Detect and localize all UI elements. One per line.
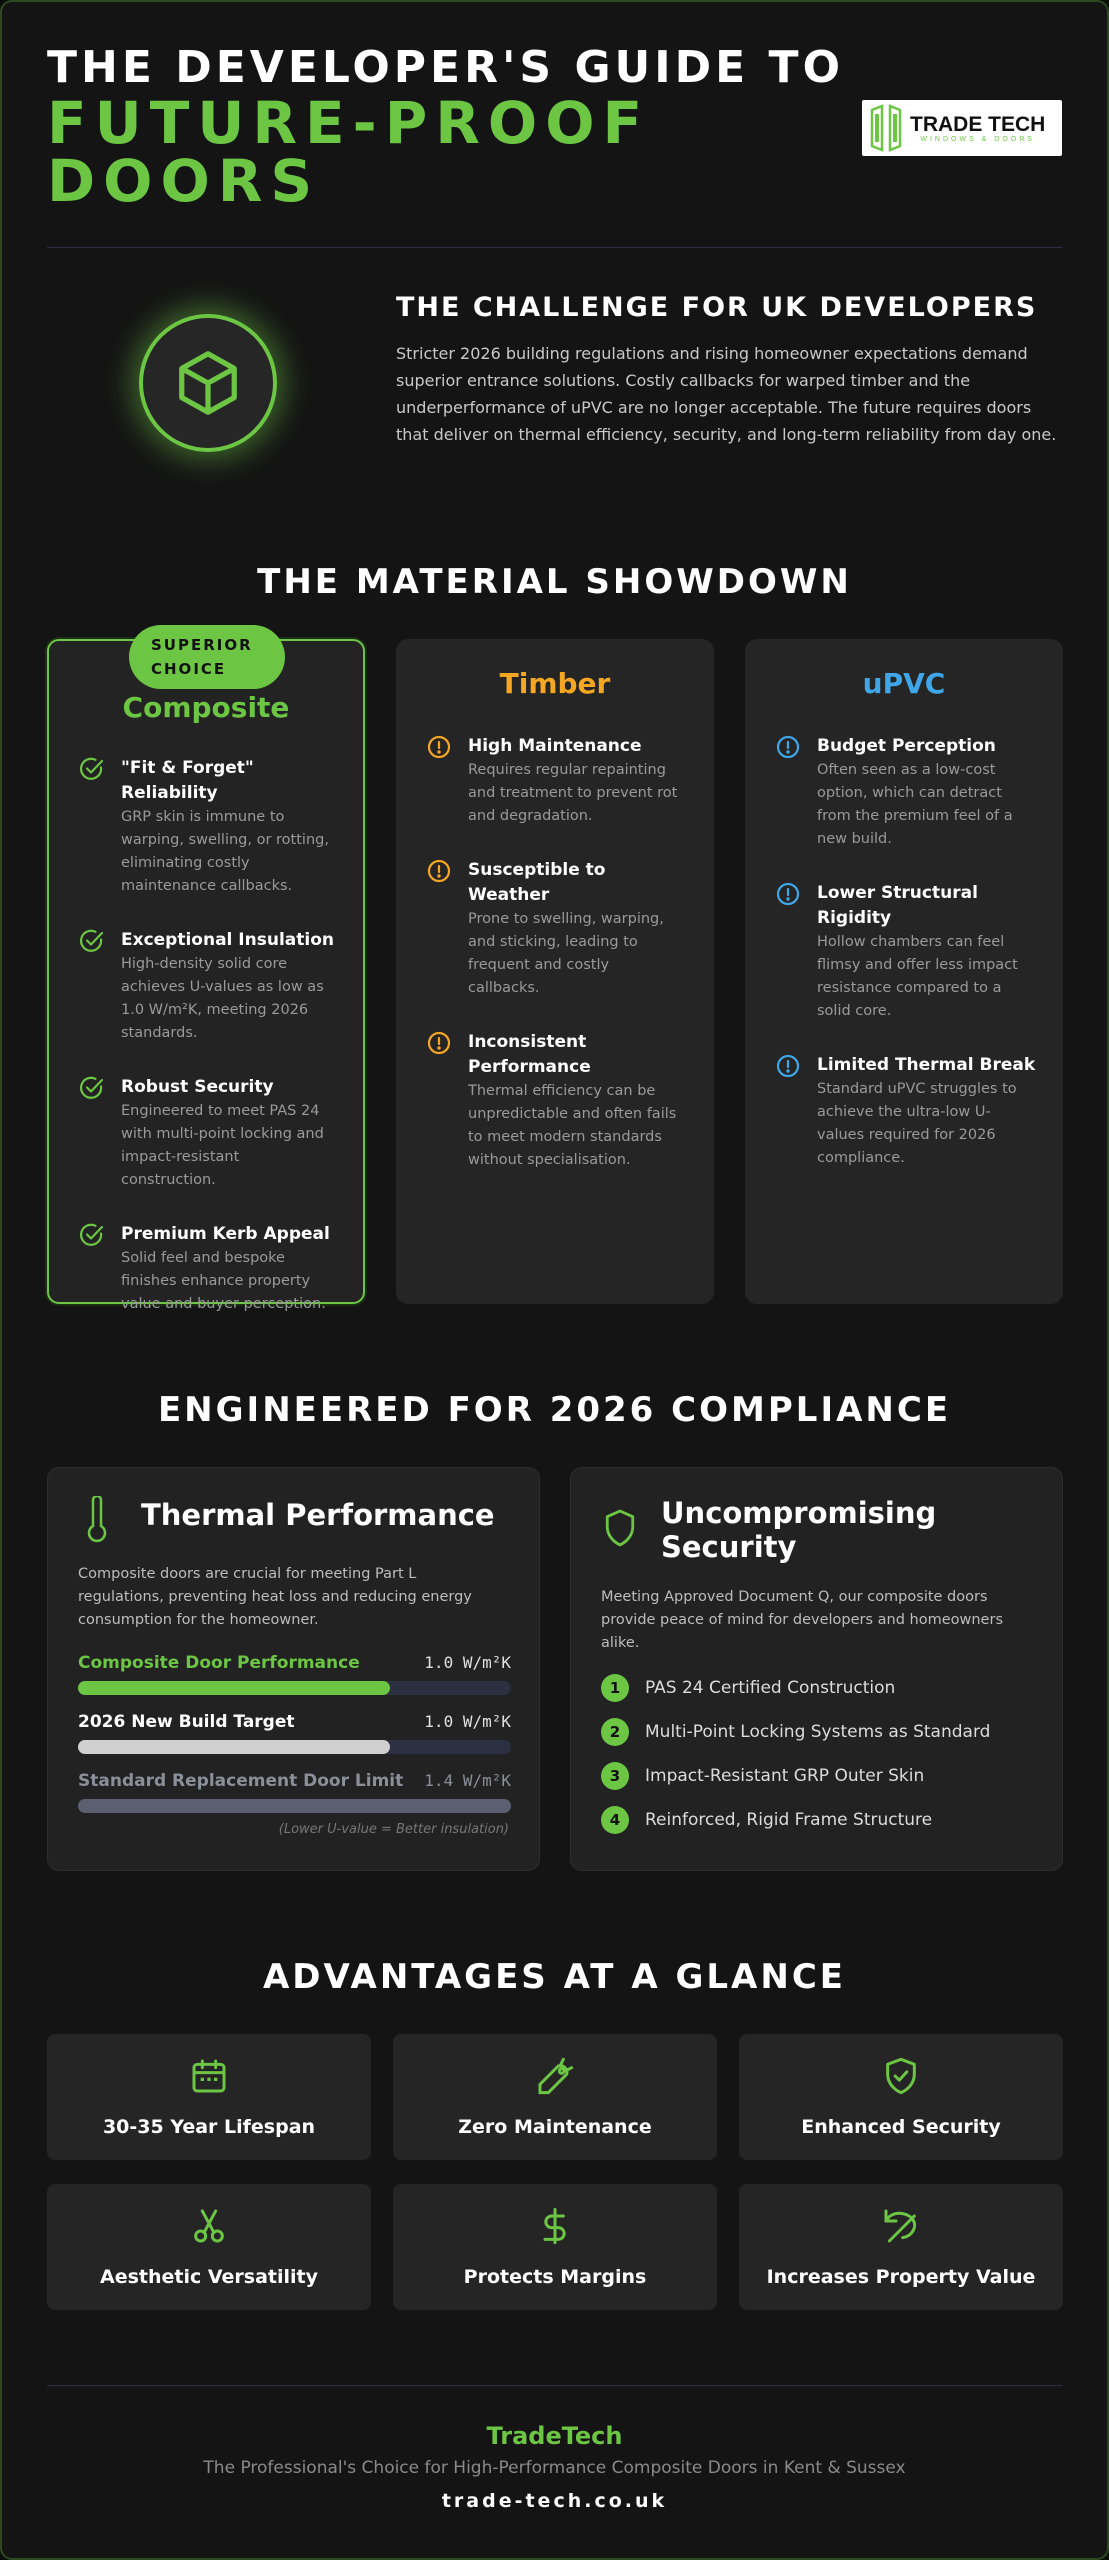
item-text: [468, 908, 694, 1000]
item-text-line: GRP skin is immune to: [121, 809, 285, 825]
item-text-line: warping, swelling, or rotting,: [121, 832, 329, 848]
item-title-line: Limited Thermal Break: [817, 1055, 1036, 1075]
item-text-line: and treatment to prevent rot: [468, 785, 678, 801]
item-title: [121, 1222, 343, 1247]
alert-circle-icon: [426, 858, 452, 884]
page-title-line1: THE DEVELOPER'S GUIDE TO: [47, 42, 844, 93]
advantage-card: [393, 2034, 717, 2160]
compliance-title: ENGINEERED FOR 2026 COMPLIANCE: [157, 1390, 952, 1430]
material-name: uPVC: [862, 667, 946, 700]
footer-brand: TradeTech: [486, 2422, 623, 2450]
item-text-line: maintenance callbacks.: [121, 878, 293, 894]
item-title-line: Exceptional Insulation: [121, 930, 334, 950]
page-title-line2: FUTURE-PROOF: [47, 89, 651, 157]
bar-value: 1.4 W/m²K: [424, 1771, 511, 1790]
material-point: [426, 734, 694, 828]
thermal-text-line: consumption for the homeowner.: [78, 1612, 319, 1628]
advantage-label: Increases Property Value: [766, 2266, 1036, 2288]
bar-track: [78, 1740, 511, 1754]
footer-url[interactable]: trade-tech.co.uk: [441, 2490, 668, 2512]
item-title: [121, 1075, 343, 1100]
item-text-line: and degradation.: [468, 808, 593, 824]
item-text-line: frequent and costly: [468, 957, 610, 973]
dollar-icon: [535, 2206, 575, 2246]
item-title-line: Robust Security: [121, 1077, 274, 1097]
advantage-card: [739, 2034, 1063, 2160]
item-text-line: and sticking, leading to: [468, 934, 638, 950]
material-point: [79, 928, 343, 1045]
material-point: [775, 881, 1043, 1023]
door-logo-icon: [868, 104, 904, 152]
material-point: [775, 734, 1043, 851]
item-title: [121, 928, 343, 953]
item-text-line: Requires regular repainting: [468, 762, 666, 778]
item-text-line: 1.0 W/m²K, meeting 2026: [121, 1002, 309, 1018]
challenge-text: Stricter 2026 building regulations and rising homeowner expectations demand superior entrance solutions. Costly callbacks for warped timber and the underperformance of uPVC are no longer acceptable. The future requires doors that deliver on thermal efficiency, security, and long-term reliability from day one.: [396, 344, 1057, 444]
shield-check-icon: [881, 2056, 921, 2096]
trade-tech-logo: [862, 100, 1062, 156]
item-title-line: Inconsistent: [468, 1032, 587, 1052]
material-card-composite: [47, 636, 365, 1312]
item-title-line: Rigidity: [817, 908, 892, 928]
item-title-line: Budget Perception: [817, 736, 996, 756]
item-title-line: Reliability: [121, 783, 218, 803]
bar-label: Standard Replacement Door Limit: [78, 1771, 404, 1791]
challenge-title: THE CHALLENGE FOR UK DEVELOPERS: [396, 292, 1038, 323]
item-title: [468, 858, 694, 908]
item-text: [121, 806, 343, 898]
item-title-line: Performance: [468, 1057, 591, 1077]
bar-value: 1.0 W/m²K: [424, 1712, 511, 1731]
item-title-line: High Maintenance: [468, 736, 642, 756]
item-text-line: resistance compared to a: [817, 980, 1002, 996]
item-text: [121, 1247, 343, 1316]
advantage-card: [47, 2034, 371, 2160]
advantage-card: [47, 2184, 371, 2310]
item-title-line: Weather: [468, 885, 550, 905]
item-text: [817, 759, 1043, 851]
badge-line: CHOICE: [151, 660, 227, 678]
material-card-upvc: [745, 639, 1063, 1304]
header: [47, 42, 1062, 215]
item-text: [468, 1080, 694, 1172]
advantage-label: Aesthetic Versatility: [99, 2266, 318, 2288]
material-name: Timber: [499, 667, 611, 700]
thermal-text-line: Composite doors are crucial for meeting Part L: [78, 1566, 417, 1582]
check-circle-icon: [79, 756, 105, 782]
bar-value: 1.0 W/m²K: [424, 1653, 511, 1672]
bar-fill: [78, 1681, 390, 1695]
trending-up-icon: [881, 2206, 921, 2246]
item-text-line: unpredictable and often fails: [468, 1106, 677, 1122]
item-text-line: callbacks.: [468, 980, 540, 996]
performance-bar-row: [78, 1653, 511, 1703]
item-text-line: flimsy and offer less impact: [817, 957, 1018, 973]
info-circle-icon: [775, 1053, 801, 1079]
step-number: 1: [601, 1674, 629, 1702]
material-point: [79, 1075, 343, 1192]
security-text: [601, 1586, 1031, 1655]
advantage-card: [739, 2184, 1063, 2310]
item-title: [817, 881, 1043, 931]
item-text-line: standards.: [121, 1025, 198, 1041]
wrench-icon: [535, 2056, 575, 2096]
logo-subtitle: WINDOWS & DOORS: [920, 135, 1035, 143]
cube-icon: [173, 348, 243, 418]
item-text-line: value and buyer perception.: [121, 1296, 326, 1312]
material-card-timber: [396, 639, 714, 1304]
item-title-line: Premium Kerb Appeal: [121, 1224, 330, 1244]
item-text-line: achieves U-values as low as: [121, 979, 324, 995]
item-title: [468, 1030, 694, 1080]
item-text-line: impact-resistant: [121, 1149, 240, 1165]
item-text-line: Solid feel and bespoke: [121, 1250, 285, 1266]
item-text-line: compliance.: [817, 1150, 905, 1166]
advantage-label: Enhanced Security: [801, 2116, 1001, 2138]
item-text-line: without specialisation.: [468, 1152, 631, 1168]
material-point: [79, 1222, 343, 1316]
item-text-line: eliminating costly: [121, 855, 250, 871]
item-text: [121, 1100, 343, 1192]
material-name: Composite: [122, 691, 290, 724]
step-number: 2: [601, 1718, 629, 1746]
item-text-line: values required for 2026: [817, 1127, 996, 1143]
item-text-line: Hollow chambers can feel: [817, 934, 1005, 950]
advantage-label: Zero Maintenance: [458, 2116, 652, 2138]
performance-bar-row: [78, 1712, 511, 1762]
item-text-line: to meet modern standards: [468, 1129, 662, 1145]
item-text-line: finishes enhance property: [121, 1273, 311, 1289]
security-item-label: Impact-Resistant GRP Outer Skin: [645, 1766, 925, 1786]
security-title-line: Uncompromising: [661, 1496, 937, 1530]
info-circle-icon: [775, 881, 801, 907]
item-title: [817, 734, 1043, 759]
bar-label: 2026 New Build Target: [78, 1712, 295, 1732]
thermal-card: [47, 1467, 540, 1871]
info-circle-icon: [775, 734, 801, 760]
footer-tagline: The Professional's Choice for High-Performance Composite Doors in Kent & Sussex: [203, 2458, 906, 2478]
bar-track: [78, 1799, 511, 1813]
header-divider: [47, 247, 1062, 248]
item-title: [468, 734, 694, 759]
superior-choice-badge: [129, 625, 285, 689]
security-list-item: [601, 1717, 990, 1747]
check-circle-icon: [79, 1222, 105, 1248]
security-item-label: PAS 24 Certified Construction: [645, 1678, 896, 1698]
bar-fill: [78, 1799, 511, 1813]
security-text-line: provide peace of mind for developers and homeowners: [601, 1612, 1003, 1628]
item-text-line: from the premium feel of a: [817, 808, 1013, 824]
item-title-line: "Fit & Forget": [121, 758, 254, 778]
page-title-line3: DOORS: [47, 147, 321, 215]
u-value-note: (Lower U-value = Better insulation): [278, 1822, 509, 1837]
item-text-line: construction.: [121, 1172, 216, 1188]
item-text: [817, 1078, 1043, 1170]
item-title-line: Lower Structural: [817, 883, 978, 903]
security-title: [661, 1496, 936, 1564]
item-text: [121, 953, 343, 1045]
item-text-line: with multi-point locking and: [121, 1126, 324, 1142]
challenge-badge: [139, 314, 277, 452]
performance-bar-row: [78, 1771, 511, 1821]
item-text-line: Thermal efficiency can be: [468, 1083, 656, 1099]
footer-divider: [47, 2385, 1062, 2386]
advantage-label: Protects Margins: [463, 2266, 647, 2288]
advantage-label: 30-35 Year Lifespan: [102, 2116, 316, 2138]
scissors-icon: [189, 2206, 229, 2246]
material-point: [775, 1053, 1043, 1170]
check-circle-icon: [79, 928, 105, 954]
item-text-line: Often seen as a low-cost: [817, 762, 996, 778]
security-text-line: Meeting Approved Document Q, our composite doors: [601, 1589, 988, 1605]
security-list-item: [601, 1673, 895, 1703]
security-list-item: [601, 1805, 932, 1835]
item-title-line: Susceptible to: [468, 860, 606, 880]
security-text-line: alike.: [601, 1635, 640, 1651]
item-text-line: Engineered to meet PAS 24: [121, 1103, 320, 1119]
thermal-title: Thermal Performance: [141, 1498, 495, 1532]
calendar-icon: [189, 2056, 229, 2096]
step-number: 3: [601, 1762, 629, 1790]
material-point: [79, 756, 343, 898]
item-text: [817, 931, 1043, 1023]
bar-label: Composite Door Performance: [78, 1653, 360, 1673]
security-card: [570, 1467, 1063, 1871]
advantage-card: [393, 2184, 717, 2310]
material-point: [426, 858, 694, 1000]
step-number: 4: [601, 1806, 629, 1834]
item-text-line: High-density solid core: [121, 956, 288, 972]
thermometer-icon: [84, 1496, 110, 1544]
item-title: [817, 1053, 1043, 1078]
bar-track: [78, 1681, 511, 1695]
showdown-title: THE MATERIAL SHOWDOWN: [257, 562, 852, 602]
item-text: [468, 759, 694, 828]
item-text-line: solid core.: [817, 1003, 892, 1019]
security-list-item: [601, 1761, 924, 1791]
thermal-text: [78, 1563, 508, 1632]
thermal-text-line: regulations, preventing heat loss and reducing energy: [78, 1589, 472, 1605]
item-title: [121, 756, 343, 806]
item-text-line: option, which can detract: [817, 785, 1002, 801]
logo-name: TRADE TECH: [910, 112, 1046, 136]
advantages-title: ADVANTAGES AT A GLANCE: [262, 1957, 846, 1997]
item-text-line: new build.: [817, 831, 892, 847]
material-point: [426, 1030, 694, 1172]
check-circle-icon: [79, 1075, 105, 1101]
security-item-label: Reinforced, Rigid Frame Structure: [645, 1810, 933, 1830]
alert-circle-icon: [426, 1030, 452, 1056]
item-text-line: Standard uPVC struggles to: [817, 1081, 1017, 1097]
item-text-line: achieve the ultra-low U-: [817, 1104, 991, 1120]
badge-line: SUPERIOR: [151, 636, 253, 654]
shield-icon: [603, 1508, 637, 1548]
alert-circle-icon: [426, 734, 452, 760]
security-item-label: Multi-Point Locking Systems as Standard: [645, 1722, 991, 1742]
security-title-line: Security: [661, 1530, 797, 1564]
bar-fill: [78, 1740, 390, 1754]
item-text-line: Prone to swelling, warping,: [468, 911, 664, 927]
